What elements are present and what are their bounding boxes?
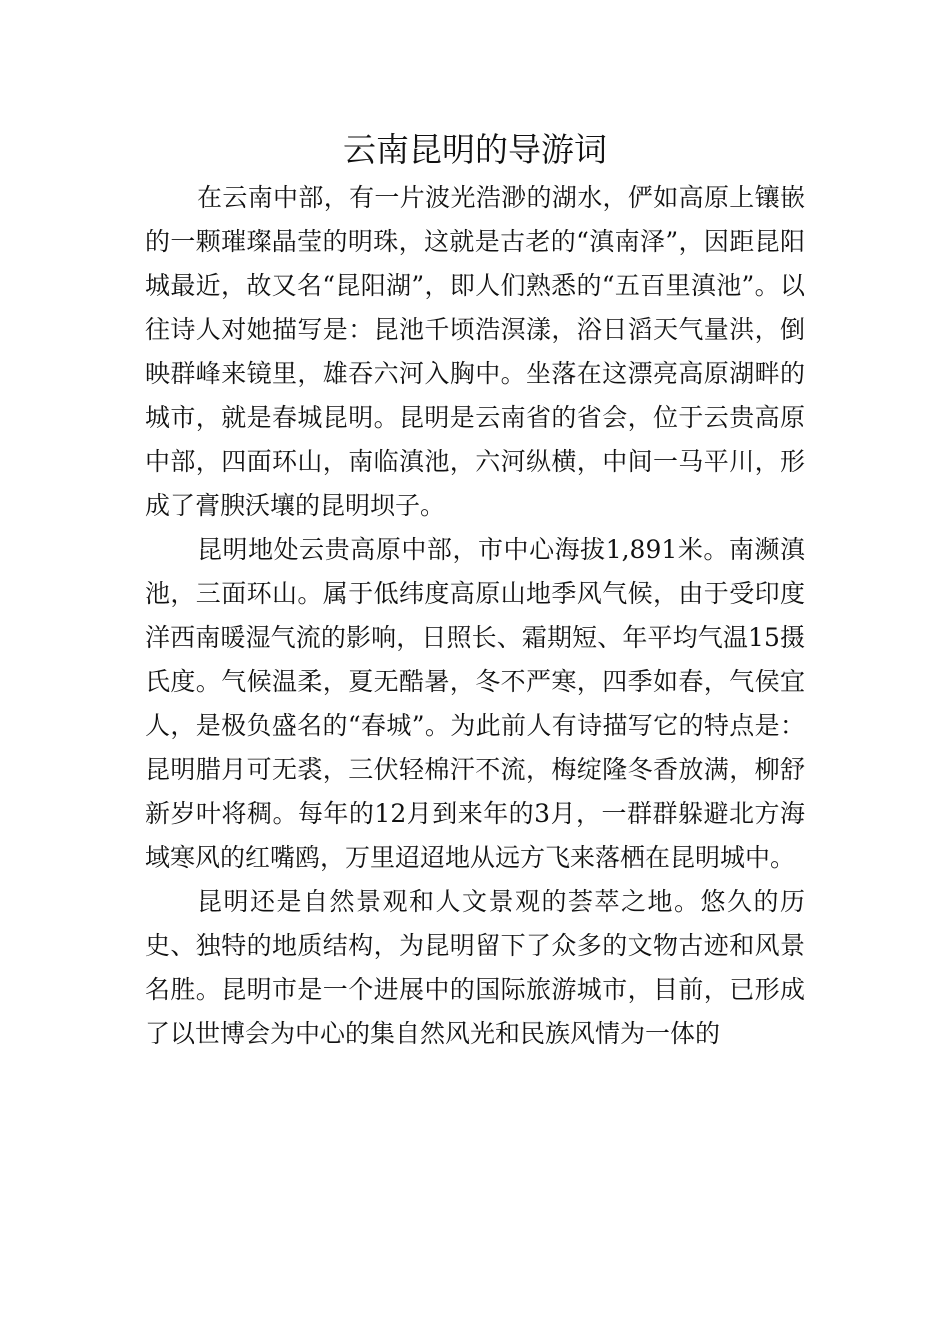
paragraph-3: 昆明还是自然景观和人文景观的荟萃之地。悠久的历史、独特的地质结构，为昆明留下了众多的文物古迹和风景名胜。昆明市是一个进展中的国际旅游城市，目前，已形成了以世博会为中心的集自然风光和民族风情为一体的 <box>145 887 805 1048</box>
document-body <box>145 176 805 1056</box>
document-title: 云南昆明的导游词 <box>343 130 607 169</box>
paragraph-2: 昆明地处云贵高原中部，市中心海拔1,891米。南濒滇池，三面环山。属于低纬度高原山地季风气候，由于受印度洋西南暖湿气流的影响，日照长、霜期短、年平均气温15摄氏度。气候温柔，夏无酷暑，冬不严寒，四季如春，气侯宜人，是极负盛名的“春城”。为此前人有诗描写它的特点是：昆明腊月可无裘，三伏轻棉汗不流，梅绽隆冬香放满，柳舒新岁叶将稠。每年的12月到来年的3月，一群群躲避北方海域寒风的红嘴鸥，万里迢迢地从远方飞来落栖在昆明城中。 <box>145 535 805 872</box>
paragraph-1: 在云南中部，有一片波光浩渺的湖水，俨如高原上镶嵌的一颗璀璨晶莹的明珠，这就是古老的“滇南泽”，因距昆阳城最近，故又名“昆阳湖”，即人们熟悉的“五百里滇池”。以往诗人对她描写是：昆池千顷浩溟漾，浴日滔天气量洪，倒映群峰来镜里，雄吞六河入胸中。坐落在这漂亮高原湖畔的城市，就是春城昆明。昆明是云南省的省会，位于云贵高原中部，四面环山，南临滇池，六河纵横，中间一马平川，形成了膏腴沃壤的昆明坝子。 <box>145 183 805 520</box>
